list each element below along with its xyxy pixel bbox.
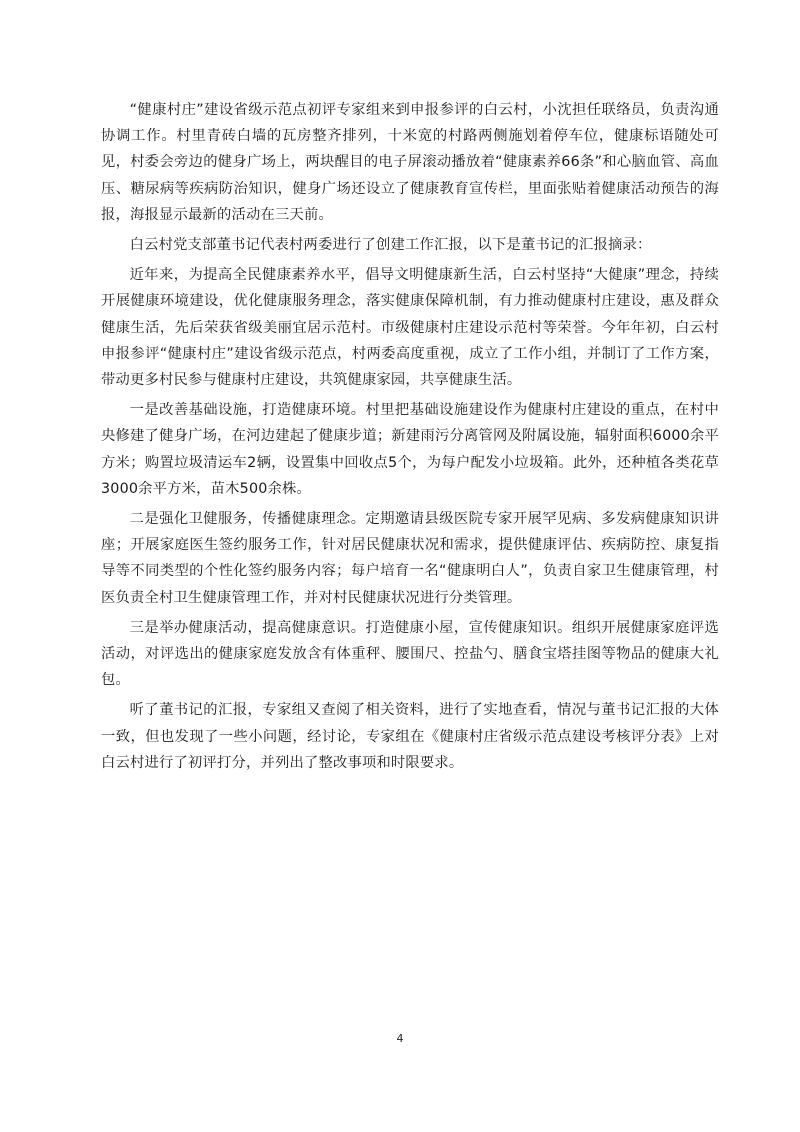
paragraph-health-activities: 三是举办健康活动，提高健康意识。打造健康小屋，宣传健康知识。组织开展健康家庭评选活动，对评选出的健康家庭发放含有体重秤、腰围尺、控盐勺、膳食宝塔挂图等物品的健康大礼包。 [101, 619, 719, 689]
paragraph-infrastructure: 一是改善基础设施，打造健康环境。村里把基础设施建设作为健康村庄建设的重点，在村中央修建了健身广场，在河边建起了健康步道；新建雨污分离管网及附属设施，辐射面积6000余平方米；购置垃圾清运车2辆，设置集中回收点5个，为每户配发小垃圾箱。此外，还种植各类花草3000余平方米，苗木500余株。 [101, 402, 719, 497]
page-number: 4 [396, 1032, 404, 1045]
paragraph-overview: 近年来，为提高全民健康素养水平，倡导文明健康新生活，白云村坚持“大健康”理念，持续开展健康环境建设，优化健康服务理念，落实健康保障机制，有力推动健康村庄建设，惠及群众健康生活，先后荣获省级美丽宜居示范村。市级健康村庄建设示范村等荣誉。今年年初，白云村申报参评“健康村庄”建设省级示范点，村两委高度重视，成立了工作小组，并制订了工作方案，带动更多村民参与健康村庄建设，共筑健康家园，共享健康生活。 [101, 267, 719, 389]
paragraph-report-lead: 白云村党支部董书记代表村两委进行了创建工作汇报，以下是董书记的汇报摘录： [129, 237, 652, 254]
paragraph-intro: “健康村庄”建设省级示范点初评专家组来到申报参评的白云村，小沈担任联络员，负责沟通协调工作。村里青砖白墙的瓦房整齐排列，十米宽的村路两侧施划着停车位，健康标语随处可见，村委会旁边的健身广场上，两块醒目的电子屏滚动播放着“健康素养66条”和心脑血管、高血压、糖尿病等疾病防治知识，健身广场还设立了健康教育宣传栏，里面张贴着健康活动预告的海报，海报显示最新的活动在三天前。 [101, 102, 719, 223]
document-body [101, 97, 719, 780]
paragraph-health-services: 二是强化卫健服务，传播健康理念。定期邀请县级医院专家开展罕见病、多发病健康知识讲座；开展家庭医生签约服务工作，针对居民健康状况和需求，提供健康评估、疾病防控、康复指导等不同类型的个性化签约服务内容；每户培育一名“健康明白人”，负责自家卫生健康管理，村医负责全村卫生健康管理工作，并对村民健康状况进行分类管理。 [101, 511, 719, 606]
paragraph-expert-review: 听了董书记的汇报，专家组又查阅了相关资料，进行了实地查看，情况与董书记汇报的大体一致，但也发现了一些小问题，经讨论，专家组在《健康村庄省级示范点建设考核评分表》上对白云村进行了初评打分，并列出了整改事项和时限要求。 [101, 702, 719, 771]
